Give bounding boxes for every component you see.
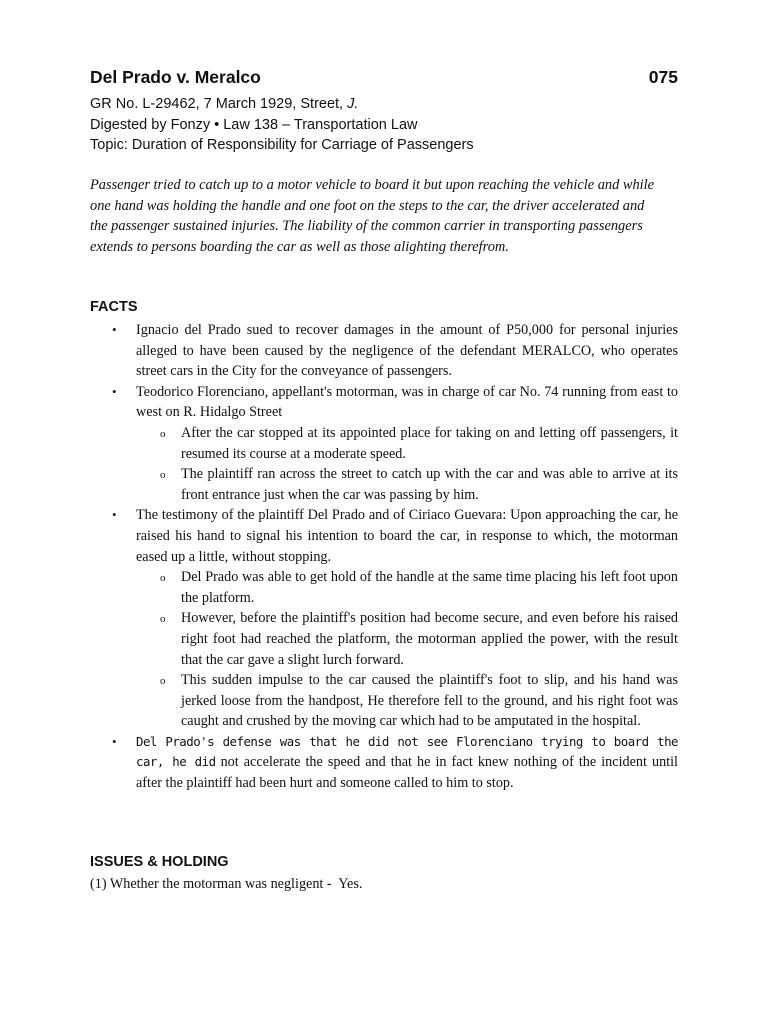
fact-sub-item [136, 608, 678, 670]
fact-sub-list [136, 423, 678, 505]
sub-bullet-glyph: o [160, 427, 166, 440]
bullet-glyph: • [112, 383, 117, 399]
sub-bullet-glyph: o [160, 572, 166, 585]
fact-sub-list [136, 567, 678, 732]
topic-line: Topic: Duration of Responsibility for Carriage of Passengers [90, 137, 474, 153]
fact-text: Ignacio del Prado sued to recover damages in the amount of P50,000 for personal injuries alleged to have been caused by the negligence of the defendant MERALCO, who operates street cars in the City for the conveyance of passengers. [136, 322, 678, 380]
bullet-glyph: • [112, 733, 117, 749]
fact-item [90, 732, 678, 794]
citation-line [90, 94, 358, 114]
fact-item [90, 505, 678, 732]
bullet-glyph: • [112, 322, 117, 337]
bullet-glyph: • [112, 507, 117, 523]
case-title: Del Prado v. Meralco [90, 67, 261, 87]
fact-sub-item [136, 670, 678, 732]
fact-sub-text: After the car stopped at its appointed place for taking on and letting off passengers, it resumed its course at a moderate speed. [181, 424, 678, 462]
fact-sub-text: The plaintiff ran across the street to catch up with the car and was able to arrive at its front entrance just when the car was passing by him. [181, 466, 678, 503]
facts-list [90, 320, 678, 794]
case-summary: Passenger tried to catch up to a motor vehicle to board it but upon reaching the vehicle and while one hand was holding the handle and one foot on the steps to the car, the driver accelerated and the passenger sustained injuries. The liability of the common carrier in transporting passengers extends to persons boarding the car as well as those alighting therefrom. [90, 177, 655, 255]
fact-sub-text: This sudden impulse to the car caused the plaintiff's foot to slip, and his hand was jerked loose from the handpost, He therefore fell to the ground, and his right foot was caught and crushed by the moving car which had to be amputated in the hospital. [181, 672, 678, 730]
fact-item [90, 382, 678, 506]
fact-sub-text: Del Prado was able to get hold of the handle at the same time placing his left foot upon the platform. [181, 569, 678, 606]
facts-heading: FACTS [90, 299, 138, 315]
fact-item [90, 320, 678, 382]
issue-item: (1) Whether the motorman was negligent - Yes. [90, 876, 363, 892]
sub-bullet-glyph: o [160, 469, 166, 482]
fact-sub-item [136, 567, 678, 608]
case-number: 075 [648, 67, 678, 87]
fact-sub-item [136, 464, 678, 505]
fact-sub-text: However, before the plaintiff's position had become secure, and even before his raised right foot had reached the platform, the motorman applied the power, with the result that the car gave a slight lurch forward. [181, 610, 678, 668]
sub-bullet-glyph: o [160, 675, 166, 688]
digest-line: Digested by Fonzy • Law 138 – Transportation Law [90, 117, 418, 133]
issues-heading: ISSUES & HOLDING [90, 854, 229, 870]
fact-text: The testimony of the plaintiff Del Prado and of Ciriaco Guevara: Upon approaching the car, he raised his hand to signal his intention to board the car, in response to which, the motorman eased up a little, without stopping. [136, 507, 678, 565]
fact-text: Teodorico Florenciano, appellant's motorman, was in charge of car No. 74 running from east to west on R. Hidalgo Street [136, 383, 678, 421]
fact-text: not accelerate the speed and that he in fact knew nothing of the incident until after the plaintiff had been hurt and someone called to him to stop. [136, 754, 678, 792]
fact-text-monospace: Del Prado's defense was that he did not see Florenciano trying to board the car, he did [136, 733, 678, 770]
fact-sub-item [136, 423, 678, 464]
citation-justice: J. [347, 96, 359, 112]
title-row [90, 67, 678, 93]
citation-text: GR No. L-29462, 7 March 1929, Street, [90, 96, 348, 112]
sub-bullet-glyph: o [160, 613, 166, 626]
